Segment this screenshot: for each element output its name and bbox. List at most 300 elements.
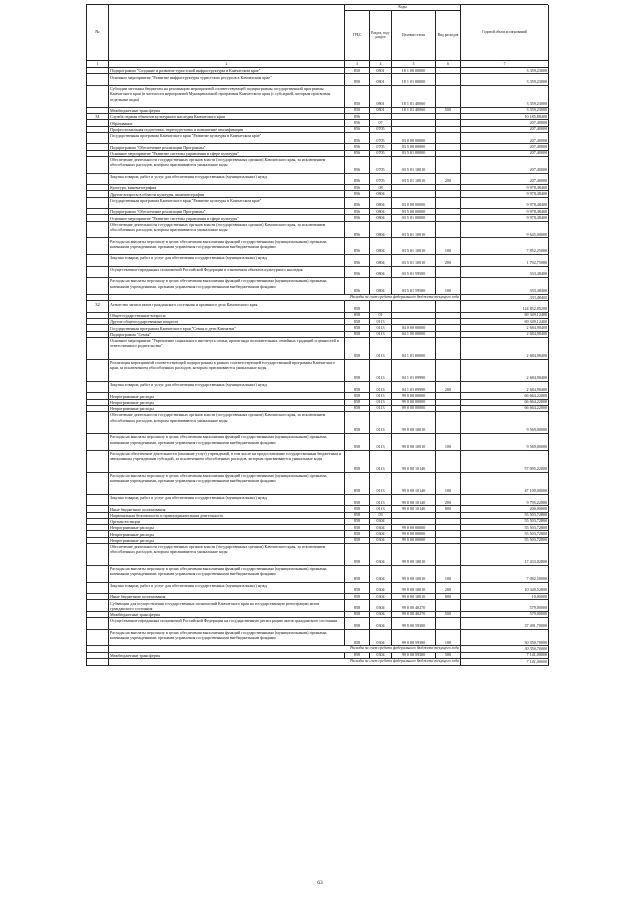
row-name: Государственная программа Камчатского края "Развитие культуры в Камчатском крае" (109, 133, 345, 145)
column-number: 5 (392, 61, 436, 68)
row-razdel: 0113 (370, 506, 392, 512)
row-target: 99 0 00 10140 (392, 495, 436, 507)
row-number (87, 360, 109, 382)
row-razdel: 0804 (370, 222, 392, 239)
row-name: Основное мероприятие "Развитие инфраструктуры туристских ресурсов в Камчатском крае" (109, 74, 345, 86)
row-name: Закупка товаров, работ и услуг для обеспечения государственных (муниципальных) нужд (109, 495, 345, 507)
row-grbs: 856 (345, 209, 370, 215)
column-number: 4 (370, 61, 392, 68)
row-grbs: 856 (345, 278, 370, 295)
row-amount: 47 100,00000 (461, 473, 549, 495)
row-razdel: 0304 (370, 612, 392, 618)
row-grbs: 858 (345, 525, 370, 531)
row-grbs: 856 (345, 144, 370, 150)
row-razdel: 0304 (370, 519, 392, 525)
row-grbs: 858 (345, 600, 370, 612)
row-name: Государственная программа Камчатского края "Семья и дети Камчатки" (109, 325, 345, 331)
row-grbs: 856 (345, 151, 370, 157)
row-amount: 207,40000 (461, 133, 549, 145)
row-target: 04 1 00 00000 (392, 332, 436, 338)
row-razdel: 0804 (370, 191, 392, 197)
row-amount: 37 491,70000 (461, 618, 549, 630)
row-name: Агентство записи актов гражданского состояния и архивного дела Камчатского края (109, 301, 345, 313)
row-target: 99 0 00 59300 (392, 630, 436, 647)
row-number (87, 618, 109, 630)
row-expense-type: 100 (436, 434, 461, 451)
row-grbs: 856 (345, 157, 370, 174)
row-number (87, 566, 109, 583)
row-razdel: 0801 (370, 108, 392, 114)
row-target: 99 0 00 10140 (392, 451, 436, 473)
row-razdel: 0804 (370, 198, 392, 210)
row-amount: 69 349,12400 (461, 319, 549, 325)
row-target: 99 0 00 10010 (392, 583, 436, 595)
row-razdel: 0113 (370, 400, 392, 406)
row-name: Закупка товаров, работ и услуг для обеспечения государственных (муниципальных) нужд (109, 255, 345, 267)
row-razdel: 0304 (370, 594, 392, 600)
row-name: Расходы на обеспечение деятельности (оказание услуг) учреждений, в том числе на предоставление государственным бюджетным и автономным учреждениям субсидий, за исключением обособленных расходов, которым присваиваются уникальные коды (109, 451, 345, 473)
row-amount: 17 433,02800 (461, 544, 549, 566)
row-amount: 9 978,48400 (461, 215, 549, 221)
row-target: 99 0 00 40270 (392, 600, 436, 612)
row-target: 99 0 00 00000 (392, 393, 436, 399)
row-razdel: 0705 (370, 133, 392, 145)
row-grbs: 856 (345, 120, 370, 126)
row-grbs: 858 (345, 382, 370, 394)
row-number (87, 86, 109, 108)
row-name: Обеспечение деятельности государственных органов власти (государственных органов) Камчатского края, за исключением обособленных расходов, которым присваиваются уникальные коды (109, 157, 345, 174)
row-number (87, 412, 109, 434)
row-grbs: 858 (345, 506, 370, 512)
row-razdel: 0804 (370, 278, 392, 295)
row-grbs: 850 (345, 68, 370, 74)
row-grbs: 856 (345, 238, 370, 255)
row-amount: 2 684,90400 (461, 338, 549, 360)
row-amount: 55 503,72800 (461, 538, 549, 544)
row-expense-type: 100 (436, 473, 461, 495)
row-grbs: 856 (345, 127, 370, 133)
row-razdel: 0705 (370, 144, 392, 150)
row-amount: 207,40000 (461, 157, 549, 174)
header-number: № (87, 5, 109, 61)
row-expense-type: 800 (436, 594, 461, 600)
row-grbs: 858 (345, 313, 370, 319)
row-name: Подпрограмма "Обеспечение реализации Программы" (109, 144, 345, 150)
row-name: Культура, кинематография (109, 185, 345, 191)
row-amount: 3 359,23000 (461, 68, 549, 74)
row-number (87, 174, 109, 186)
column-numbers (86, 61, 548, 68)
row-amount: 200,00000 (461, 506, 549, 512)
row-grbs: 858 (345, 630, 370, 647)
row-expense-type: 200 (436, 382, 461, 394)
row-expense-type: 500 (436, 612, 461, 618)
row-target: 99 0 00 10010 (392, 594, 436, 600)
row-razdel: 08 (370, 185, 392, 191)
row-name: Расходы на выплаты персоналу в целях обеспечения выполнения функций государственными (муниципальными) органами, казенными учреждениями, органами управления государственными внебюджетными фондами (109, 434, 345, 451)
row-grbs: 858 (345, 513, 370, 519)
federal-budget-note: Расходы за счет средств федерального бюджета текущего года (109, 295, 461, 302)
row-target: 03 5 01 59500 (392, 278, 436, 295)
row-target: 99 0 00 00000 (392, 538, 436, 544)
row-amount: 55 503,72800 (461, 531, 549, 537)
row-grbs: 856 (345, 198, 370, 210)
row-target: 03 0 00 00000 (392, 133, 436, 145)
row-name: Другие общегосударственные вопросы (109, 319, 345, 325)
row-amount: 69 349,12400 (461, 313, 549, 319)
row-number: 31 (87, 114, 109, 120)
row-razdel: 0304 (370, 653, 392, 659)
row-expense-type (436, 338, 461, 360)
row-grbs: 850 (345, 108, 370, 114)
row-expense-type (436, 544, 461, 566)
row-razdel: 0705 (370, 157, 392, 174)
row-expense-type (436, 267, 461, 279)
row-grbs: 858 (345, 495, 370, 507)
row-expense-type (436, 360, 461, 382)
row-razdel (370, 301, 392, 313)
row-name: Образование (109, 120, 345, 126)
row-target: 04 1 01 00000 (392, 338, 436, 360)
row-razdel: 0304 (370, 566, 392, 583)
row-name: Подпрограмма "Семья" (109, 332, 345, 338)
row-amount: 55 503,72800 (461, 525, 549, 531)
row-name: Непрограммные расходы (109, 531, 345, 537)
row-number (87, 600, 109, 612)
column-number: 6 (436, 61, 461, 68)
row-number (87, 473, 109, 495)
row-razdel: 03 (370, 513, 392, 519)
row-grbs: 858 (345, 338, 370, 360)
row-target: 99 0 00 00000 (392, 525, 436, 531)
column-number: 3 (345, 61, 370, 68)
row-grbs: 858 (345, 360, 370, 382)
row-target: 03 5 01 10010 (392, 174, 436, 186)
row-target: 99 0 00 10010 (392, 566, 436, 583)
row-number (87, 451, 109, 473)
row-expense-type (436, 74, 461, 86)
column-number: 7 (461, 61, 549, 68)
row-target: 99 0 00 00000 (392, 406, 436, 412)
row-name: Национальная безопасность и правоохранительная деятельность (109, 513, 345, 519)
row-expense-type: 200 (436, 583, 461, 595)
row-grbs: 858 (345, 301, 370, 313)
row-grbs: 856 (345, 215, 370, 221)
header-razdel: Раздел, под-раздел (370, 11, 392, 61)
row-target: 99 0 00 10140 (392, 506, 436, 512)
row-target: 99 0 00 10010 (392, 544, 436, 566)
row-grbs: 856 (345, 114, 370, 120)
row-amount: 7 082,50000 (461, 566, 549, 583)
row-grbs: 858 (345, 319, 370, 325)
row-amount: 9 569,00000 (461, 412, 549, 434)
row-razdel: 01 (370, 313, 392, 319)
row-expense-type: 100 (436, 278, 461, 295)
federal-budget-note: Расходы за счет средств федерального бюджета текущего года (109, 659, 461, 666)
row-expense-type: 200 (436, 255, 461, 267)
row-name: Межбюджетные трансферты (109, 653, 345, 659)
row-amount: 2 684,90400 (461, 360, 549, 382)
row-name: Расходы на выплаты персоналу в целях обеспечения выполнения функций государственными (муниципальными) органами, казенными учреждениями, органами управления государственными внебюджетными фондами (109, 238, 345, 255)
row-razdel: 0804 (370, 209, 392, 215)
row-expense-type (436, 198, 461, 210)
row-name: Профессиональная подготовка, переподготовка и повышение квалификации (109, 127, 345, 133)
row-amount: 124 852,85200 (461, 301, 549, 313)
row-razdel: 0113 (370, 332, 392, 338)
row-target: 03 5 00 00000 (392, 209, 436, 215)
row-expense-type: 500 (436, 653, 461, 659)
row-target: 03 5 01 00000 (392, 215, 436, 221)
row-target: 04 0 00 00000 (392, 325, 436, 331)
row-name: Субсидии местным бюджетам на реализацию мероприятий соответствующей подпрограммы государственной программы Камчатского края (в частности мероприятий Муниципальной программы Камчатского края (с субсидией, которым присвоены отдельные коды) (109, 86, 345, 108)
row-razdel: 0113 (370, 360, 392, 382)
row-name: Непрограммные расходы (109, 525, 345, 531)
row-target: 18 1 01 40060 (392, 108, 436, 114)
row-razdel: 0113 (370, 434, 392, 451)
row-name: Основное мероприятие "Развитие системы управления в сфере культуры" (109, 215, 345, 221)
row-target: 99 0 00 00000 (392, 400, 436, 406)
row-grbs: 856 (345, 222, 370, 239)
row-name: Другие вопросы в области культуры, кинематографии (109, 191, 345, 197)
row-grbs: 858 (345, 473, 370, 495)
row-number (87, 157, 109, 174)
row-name: Осуществление переданных полномочий Российской Федерации на государственную регистрацию актов гражданского состояния (109, 618, 345, 630)
row-razdel: 0705 (370, 127, 392, 133)
row-amount: 30 350,70000 (461, 646, 549, 653)
row-target: 04 1 01 09990 (392, 360, 436, 382)
row-amount: 207,40000 (461, 144, 549, 150)
row-razdel: 0804 (370, 215, 392, 221)
row-razdel: 0304 (370, 600, 392, 612)
row-amount: 2 684,90400 (461, 325, 549, 331)
row-name: Закупка товаров, работ и услуг для обеспечения государственных (муниципальных) нужд (109, 174, 345, 186)
row-amount: 9 978,48400 (461, 191, 549, 197)
row-name: Закупка товаров, работ и услуг для обеспечения государственных (муниципальных) нужд (109, 382, 345, 394)
row-number (87, 583, 109, 595)
row-grbs: 856 (345, 174, 370, 186)
row-expense-type (436, 157, 461, 174)
row-target (392, 301, 436, 313)
row-name: Расходы на выплаты персоналу в целях обеспечения выполнения функций государственными (муниципальными) органами, казенными учреждениями, органами управления государственными внебюджетными фондами (109, 278, 345, 295)
row-grbs: 858 (345, 653, 370, 659)
row-razdel: 0113 (370, 393, 392, 399)
row-amount: 3 359,23000 (461, 86, 549, 108)
row-grbs: 850 (345, 86, 370, 108)
row-name: Непрограммные расходы (109, 406, 345, 412)
row-target: 04 1 01 09990 (392, 382, 436, 394)
row-amount: 7 141,00000 (461, 659, 549, 666)
row-target: 18 1 01 00000 (392, 74, 436, 86)
row-grbs: 858 (345, 544, 370, 566)
row-amount: 10,00000 (461, 594, 549, 600)
row-number (87, 278, 109, 295)
row-name: Подпрограмма "Создание и развитие туристской инфраструктуры в Камчатском крае" (109, 68, 345, 74)
federal-budget-note: Расходы за счет средств федерального бюджета текущего года (109, 646, 461, 653)
row-amount: 207,40000 (461, 151, 549, 157)
header-grbs: ГРБС (345, 11, 370, 61)
row-grbs: 858 (345, 406, 370, 412)
row-amount: 9 569,00000 (461, 434, 549, 451)
row-amount: 333,48400 (461, 267, 549, 279)
row-name: Основное мероприятие "Развитие системы управления в сфере культуры" (109, 151, 345, 157)
row-expense-type (436, 86, 461, 108)
column-number: 2 (109, 61, 345, 68)
row-amount: 10 340,52800 (461, 583, 549, 595)
row-razdel: 0705 (370, 151, 392, 157)
row-name: Осуществление переданных полномочий Российской Федерации в отношении объектов культурного наследия (109, 267, 345, 279)
row-razdel: 0804 (370, 238, 392, 255)
row-razdel: 0304 (370, 544, 392, 566)
row-razdel: 0113 (370, 412, 392, 434)
row-grbs: 858 (345, 434, 370, 451)
row-name: Служба охраны объектов культурного наследия Камчатского края (109, 114, 345, 120)
row-number (87, 495, 109, 507)
row-number (87, 222, 109, 239)
row-name: Закупка товаров, работ и услуг для обеспечения государственных (муниципальных) нужд (109, 583, 345, 595)
row-expense-type (436, 451, 461, 473)
row-razdel: 0113 (370, 325, 392, 331)
row-razdel: 0113 (370, 338, 392, 360)
row-grbs: 858 (345, 583, 370, 595)
table-header (86, 4, 548, 61)
row-grbs: 858 (345, 594, 370, 600)
row-target: 99 0 00 10010 (392, 412, 436, 434)
row-target: 99 0 00 10010 (392, 434, 436, 451)
row-razdel: 0801 (370, 68, 392, 74)
row-grbs: 858 (345, 566, 370, 583)
header-expense-type: Вид расходов (436, 11, 461, 61)
row-name: Расходы на выплаты персоналу в целях обеспечения выполнения функций государственными (муниципальными) органами, казенными учреждениями, органами управления государственными внебюджетными фондами (109, 473, 345, 495)
row-name: Общегосударственные вопросы (109, 313, 345, 319)
row-razdel: 0304 (370, 583, 392, 595)
row-razdel: 0113 (370, 382, 392, 394)
row-amount: 55 503,72800 (461, 513, 549, 519)
row-name: Основное мероприятие "Укрепление социального института семьи, пропаганда положительных семейных традиций и ценностей в ответственного родительства" (109, 338, 345, 360)
row-number (87, 74, 109, 86)
row-grbs: 856 (345, 267, 370, 279)
row-amount: 9 978,48400 (461, 209, 549, 215)
row-expense-type: 100 (436, 238, 461, 255)
row-name: Обеспечение деятельности государственных органов власти (государственных органов) Камчатского края, за исключением обособленных расходов, которым присваиваются уникальные коды (109, 222, 345, 239)
row-amount: 333,48400 (461, 295, 549, 302)
row-amount: 66 664,22000 (461, 393, 549, 399)
row-expense-type (436, 301, 461, 313)
row-target: 99 0 00 59300 (392, 653, 436, 659)
column-number: 1 (87, 61, 109, 68)
row-razdel: 07 (370, 120, 392, 126)
row-target: 03 5 01 10010 (392, 222, 436, 239)
row-number (87, 659, 109, 666)
row-target: 03 5 01 10010 (392, 157, 436, 174)
row-amount: 66 664,22000 (461, 400, 549, 406)
row-name: Межбюджетные трансферты (109, 612, 345, 618)
row-grbs: 856 (345, 255, 370, 267)
row-target: 99 0 00 00000 (392, 531, 436, 537)
row-target: 03 0 00 00000 (392, 198, 436, 210)
row-grbs: 856 (345, 133, 370, 145)
row-razdel: 0113 (370, 451, 392, 473)
row-target: 03 5 00 00000 (392, 144, 436, 150)
row-target: 99 0 00 59300 (392, 618, 436, 630)
row-name: Межбюджетные трансферты (109, 108, 345, 114)
row-number: 32 (87, 301, 109, 313)
row-number (87, 267, 109, 279)
row-amount: 333,48400 (461, 278, 549, 295)
row-amount: 579,00000 (461, 612, 549, 618)
row-name: Иные бюджетные ассигнования (109, 594, 345, 600)
row-target: 03 5 01 10010 (392, 238, 436, 255)
row-amount: 3 359,23000 (461, 108, 549, 114)
header-target: Целевая статья (392, 11, 436, 61)
header-name (109, 5, 345, 61)
row-grbs: 858 (345, 451, 370, 473)
table-body (86, 68, 548, 666)
row-amount: 207,40000 (461, 120, 549, 126)
row-amount: 57 095,22000 (461, 451, 549, 473)
row-expense-type: 500 (436, 108, 461, 114)
row-name: Субвенции для осуществления государственных полномочий Камчатского края на государственную регистрацию актов гражданского состояния (109, 600, 345, 612)
row-number (87, 434, 109, 451)
row-grbs: 858 (345, 531, 370, 537)
row-name: Обеспечение деятельности государственных органов власти (государственных органов) Камчатского края, за исключением обособленных расходов, которым присваиваются уникальные коды (109, 412, 345, 434)
row-name: Непрограммные расходы (109, 538, 345, 544)
row-amount: 30 350,70000 (461, 630, 549, 647)
row-razdel: 0113 (370, 473, 392, 495)
row-number (87, 198, 109, 210)
row-razdel: 0801 (370, 74, 392, 86)
row-name: Обеспечение деятельности государственных органов власти (государственных органов) Камчатского края, за исключением обособленных расходов, которым присваиваются уникальные коды (109, 544, 345, 566)
row-name: Расходы на выплаты персоналу в целях обеспечения выполнения функций государственными (муниципальными) органами, казенными учреждениями, органами управления государственными внебюджетными фондами (109, 566, 345, 583)
row-razdel: 0304 (370, 618, 392, 630)
row-target: 03 5 01 10010 (392, 255, 436, 267)
row-razdel: 0304 (370, 630, 392, 647)
row-razdel: 0113 (370, 319, 392, 325)
row-name: Подпрограмма "Обеспечение реализации Программы" (109, 209, 345, 215)
row-amount: 2 684,90400 (461, 382, 549, 394)
row-expense-type: 100 (436, 566, 461, 583)
row-razdel: 0804 (370, 255, 392, 267)
row-grbs: 850 (345, 74, 370, 86)
row-target: 18 1 01 40060 (392, 86, 436, 108)
row-number (87, 382, 109, 394)
row-amount: 10 185,88400 (461, 114, 549, 120)
row-razdel: 0804 (370, 267, 392, 279)
row-razdel: 0113 (370, 406, 392, 412)
row-expense-type (436, 133, 461, 145)
row-name: Непрограммные расходы (109, 400, 345, 406)
row-amount: 9 645,00000 (461, 222, 549, 239)
row-grbs: 858 (345, 325, 370, 331)
row-razdel: 0801 (370, 86, 392, 108)
row-grbs: 858 (345, 618, 370, 630)
row-amount: 207,40000 (461, 127, 549, 133)
row-amount: 9 978,48400 (461, 185, 549, 191)
row-expense-type (436, 222, 461, 239)
row-amount: 9 978,48400 (461, 198, 549, 210)
row-target: 03 5 01 00000 (392, 151, 436, 157)
row-expense-type: 200 (436, 174, 461, 186)
row-number (87, 338, 109, 360)
row-grbs: 856 (345, 191, 370, 197)
row-target: 99 0 00 40270 (392, 612, 436, 618)
row-name: Иные бюджетные ассигнования (109, 506, 345, 512)
row-name: Органы юстиции (109, 519, 345, 525)
row-number (87, 544, 109, 566)
row-name: Расходы на выплаты персоналу в целях обеспечения выполнения функций государственными (муниципальными) органами, казенными учреждениями, органами управления государственными внебюджетными фондами (109, 630, 345, 647)
row-grbs: 858 (345, 393, 370, 399)
row-razdel: 0113 (370, 495, 392, 507)
row-number (87, 255, 109, 267)
